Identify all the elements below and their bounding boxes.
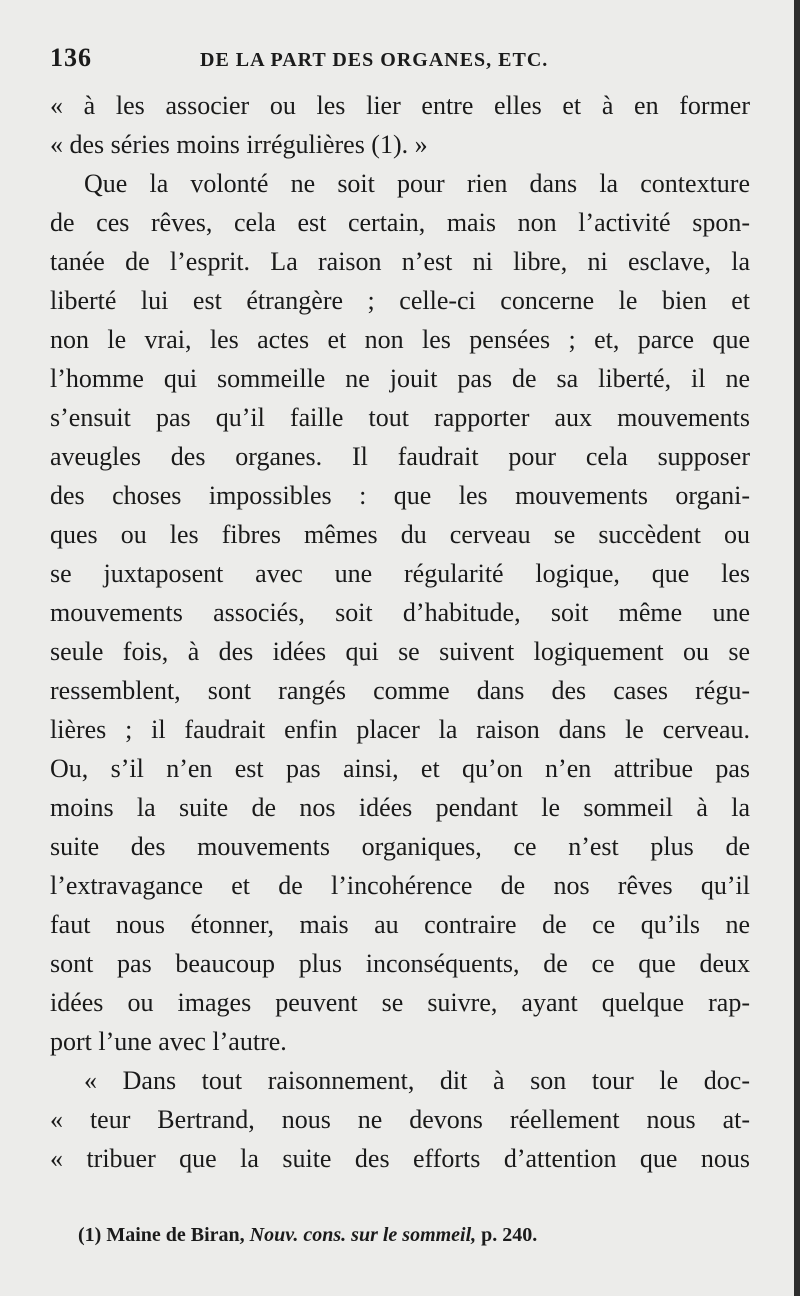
text-line: « des séries moins irrégulières (1). » (50, 130, 428, 159)
text-line: « teur Bertrand, nous ne devons réellement nous at- (50, 1105, 750, 1134)
text-line: s’ensuit pas qu’il faille tout rapporter aux mouvements (50, 403, 750, 432)
body-text (50, 86, 750, 1178)
footnote (78, 1220, 758, 1250)
text-line: ressemblent, sont rangés comme dans des cases régu- (50, 676, 750, 705)
text-line: mouvements associés, soit d’habitude, soit même une (50, 598, 750, 627)
page-edge (794, 0, 800, 1296)
running-head: DE LA PART DES ORGANES, ETC. (200, 49, 549, 71)
text-line: port l’une avec l’autre. (50, 1027, 287, 1056)
text-line: Ou, s’il n’en est pas ainsi, et qu’on n’en attribue pas (50, 754, 750, 783)
footnote-marker: (1) (78, 1224, 102, 1246)
text-line: « tribuer que la suite des efforts d’attention que nous (50, 1144, 750, 1173)
footnote-page-ref: p. 240. (481, 1224, 538, 1246)
page-header (50, 42, 750, 74)
text-line: sont pas beaucoup plus inconséquents, de ce que deux (50, 949, 750, 978)
footnote-title: Nouv. cons. sur le sommeil, (249, 1224, 477, 1246)
text-line: moins la suite de nos idées pendant le sommeil à la (50, 793, 750, 822)
text-line: l’extravagance et de l’incohérence de nos rêves qu’il (50, 871, 750, 900)
text-line: idées ou images peuvent se suivre, ayant quelque rap- (50, 988, 750, 1017)
page-number: 136 (50, 43, 92, 72)
text-line: des choses impossibles : que les mouvements organi- (50, 481, 750, 510)
footnote-author: Maine de Biran, (106, 1224, 245, 1246)
text-line: « Dans tout raisonnement, dit à son tour le doc- (84, 1066, 750, 1095)
text-line: se juxtaposent avec une régularité logique, que les (50, 559, 750, 588)
text-line: non le vrai, les actes et non les pensées ; et, parce que (50, 325, 750, 354)
text-line: seule fois, à des idées qui se suivent logiquement ou se (50, 637, 750, 666)
text-line: de ces rêves, cela est certain, mais non l’activité spon- (50, 208, 750, 237)
text-line: ques ou les fibres mêmes du cerveau se succèdent ou (50, 520, 750, 549)
text-line: liberté lui est étrangère ; celle-ci concerne le bien et (50, 286, 750, 315)
text-line: l’homme qui sommeille ne jouit pas de sa liberté, il ne (50, 364, 750, 393)
text-line: tanée de l’esprit. La raison n’est ni libre, ni esclave, la (50, 247, 750, 276)
text-line: suite des mouvements organiques, ce n’est plus de (50, 832, 750, 861)
text-line: aveugles des organes. Il faudrait pour cela supposer (50, 442, 750, 471)
text-line: Que la volonté ne soit pour rien dans la contexture (84, 169, 750, 198)
text-line: faut nous étonner, mais au contraire de ce qu’ils ne (50, 910, 750, 939)
text-line: « à les associer ou les lier entre elles et à en former (50, 91, 750, 120)
text-line: lières ; il faudrait enfin placer la raison dans le cerveau. (50, 715, 750, 744)
